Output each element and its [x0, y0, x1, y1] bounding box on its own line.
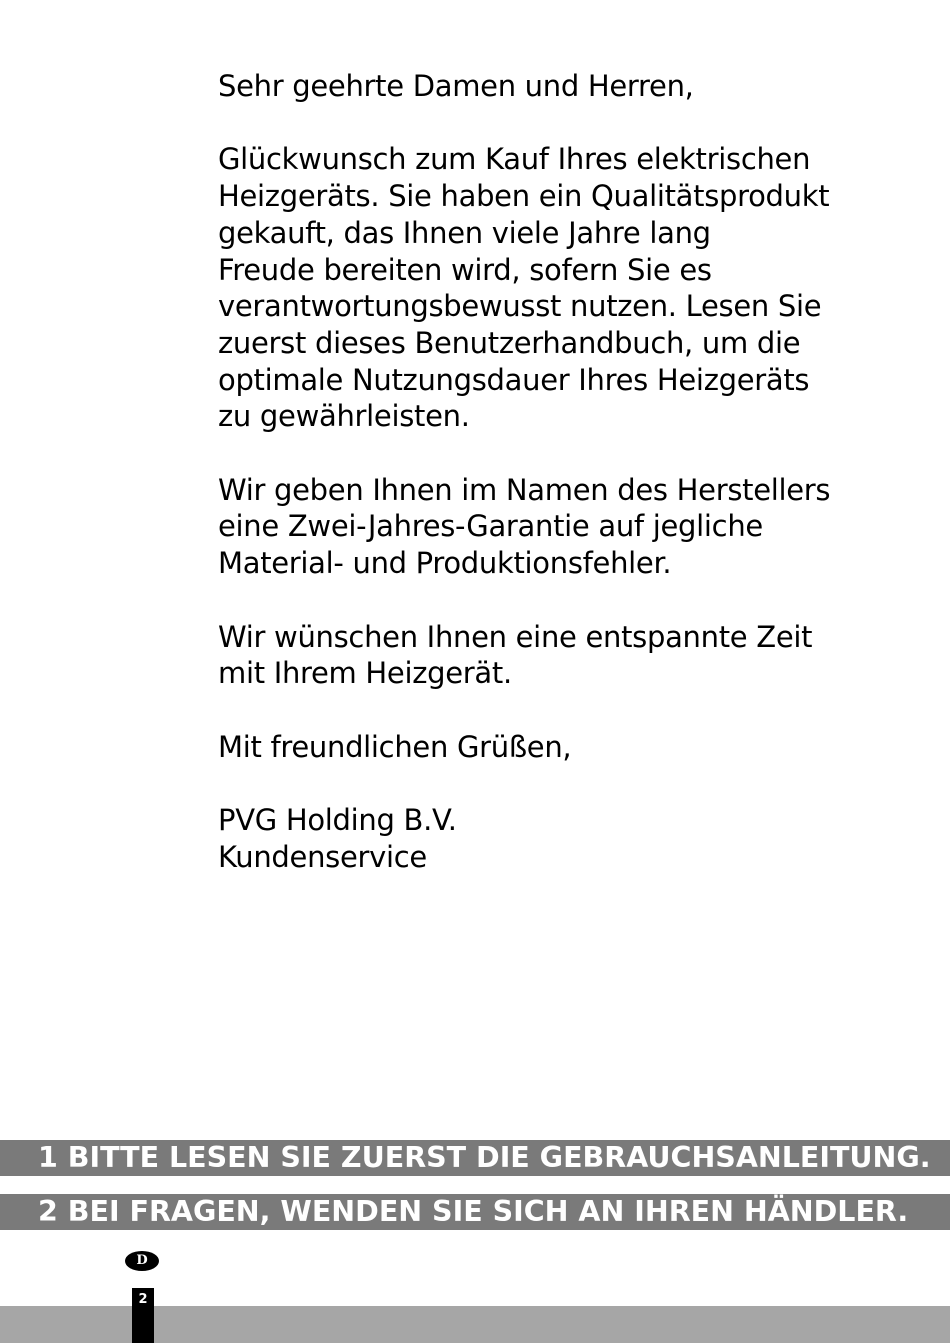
closing: Mit freundlichen Grüßen, [218, 729, 572, 764]
paragraph-warranty: Wir geben Ihnen im Namen des Herstellers eine Zwei-Jahres-Garantie auf jegliche Material- und Produktionsfehler. [218, 472, 831, 581]
sender-company: PVG Holding B.V. [218, 802, 457, 837]
salutation: Sehr geehrte Damen und Herren, [218, 69, 694, 103]
page-number: 2 [138, 1292, 148, 1307]
paragraph-congratulations: Glückwunsch zum Kauf Ihres elektrischen Heizgeräts. Sie haben ein Qualitätsprodukt gekauft, das Ihnen viele Jahre lang Freude bereiten wird, sofern Sie es verantwortungsbewusst nutzen. Lesen Sie zuerst dieses Benutzerhandbuch, um die optimale Nutzungsdauer Ihres Heizgeräts zu gewährleisten. [218, 142, 830, 434]
language-badge: D [125, 1251, 159, 1271]
instruction-banner-read-manual: 1 BITTE LESEN SIE ZUERST DIE GEBRAUCHSANLEITUNG. [0, 1140, 950, 1176]
letter-body [218, 68, 938, 875]
paragraph-wishes: Wir wünschen Ihnen eine entspannte Zeit mit Ihrem Heizgerät. [218, 619, 813, 691]
instruction-banner-contact-dealer: 2 BEI FRAGEN, WENDEN SIE SICH AN IHREN HÄNDLER. [0, 1194, 950, 1230]
sender-department: Kundenservice [218, 839, 427, 874]
